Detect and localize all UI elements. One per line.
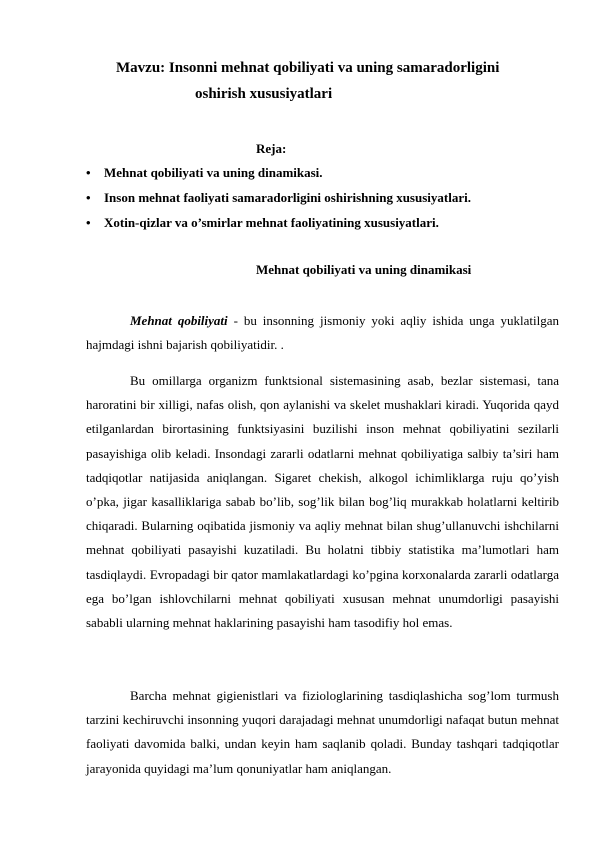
plan-item-text: Xotin-qizlar va o’smirlar mehnat faoliyatining xususiyatlari.	[104, 215, 439, 230]
section-heading: Mehnat qobiliyati va uning dinamikasi	[256, 262, 472, 277]
body-paragraph-2: Barcha mehnat gigienistlari va fiziologlarining tasdiqlashicha sog’lom turmush tarzini kechiruvchi insonning yuqori darajadagi mehnat unumdorligi nafaqat butun mehnat faoliyati davomida balki, undan keyin ham saqlanib qoladi. Bunday tashqari tadqiqotlar jarayonida quyidagi ma’lum qonuniyatlar ham aniqlangan.	[86, 688, 559, 776]
definition-text: - bu insonning jismoniy yoki aqliy ishida unga yuklatilgan hajmdagi ishni bajarish qobiliyatidir. .	[86, 313, 559, 353]
definition-paragraph	[86, 309, 559, 357]
plan-heading: Reja:	[256, 141, 287, 156]
body-paragraph-1: Bu omillarga organizm funktsional sistemasining asab, bezlar sistemasi, tana haroratini bir xilligi, nafas olish, qon aylanishi va skelet mushaklari kiradi. Yuqorida qayd etilganlardan birortasining funktsiyasini buzilishi inson mehnat qobiliyatini sezilarli pasayishiga olib keladi. Insondagi zararli odatlarni mehnat qobiliyatiga salbiy ta’siri ham tadqiqotlar natijasida aniqlangan. Sigaret chekish, alkogol ichimliklarga ruju qo’yish o’pka, jigar kasalliklariga sabab bo’lib, sog’lik bilan bog’liq murakkab holatlarni keltirib chiqaradi. Bularning oqibatida jismoniy va aqliy mehnat bilan shug’ullanuvchi ishchilarni mehnat qobiliyati pasayishi kuzatiladi. Bu holatni tibbiy statistika ma’lumotlari ham tasdiqlaydi. Evropadagi bir qator mamlakatlardagi ko’pgina korxonalarda zararli odatlarga ega bo’lgan ishlovchilarni mehnat qobiliyati xususan mehnat unumdorligi pasayishi sababli ularning mehnat haklarining pasayishi ham tasodifiy hol emas.	[86, 373, 559, 631]
bullet-icon: •	[86, 215, 91, 230]
document-title-line-2: oshirish xususiyatlari	[195, 86, 333, 102]
definition-term: Mehnat qobiliyati	[130, 313, 228, 328]
plan-item-text: Inson mehnat faoliyati samaradorligini oshirishning xususiyatlari.	[104, 190, 471, 205]
plan-item	[86, 163, 471, 188]
plan-item	[86, 213, 471, 238]
plan-list	[86, 163, 471, 238]
bullet-icon: •	[86, 190, 91, 205]
plan-item	[86, 188, 471, 213]
document-title-line-1: Mavzu: Insonni mehnat qobiliyati va uning samaradorligini	[116, 60, 500, 76]
plan-item-text: Mehnat qobiliyati va uning dinamikasi.	[104, 165, 323, 180]
bullet-icon: •	[86, 165, 91, 180]
